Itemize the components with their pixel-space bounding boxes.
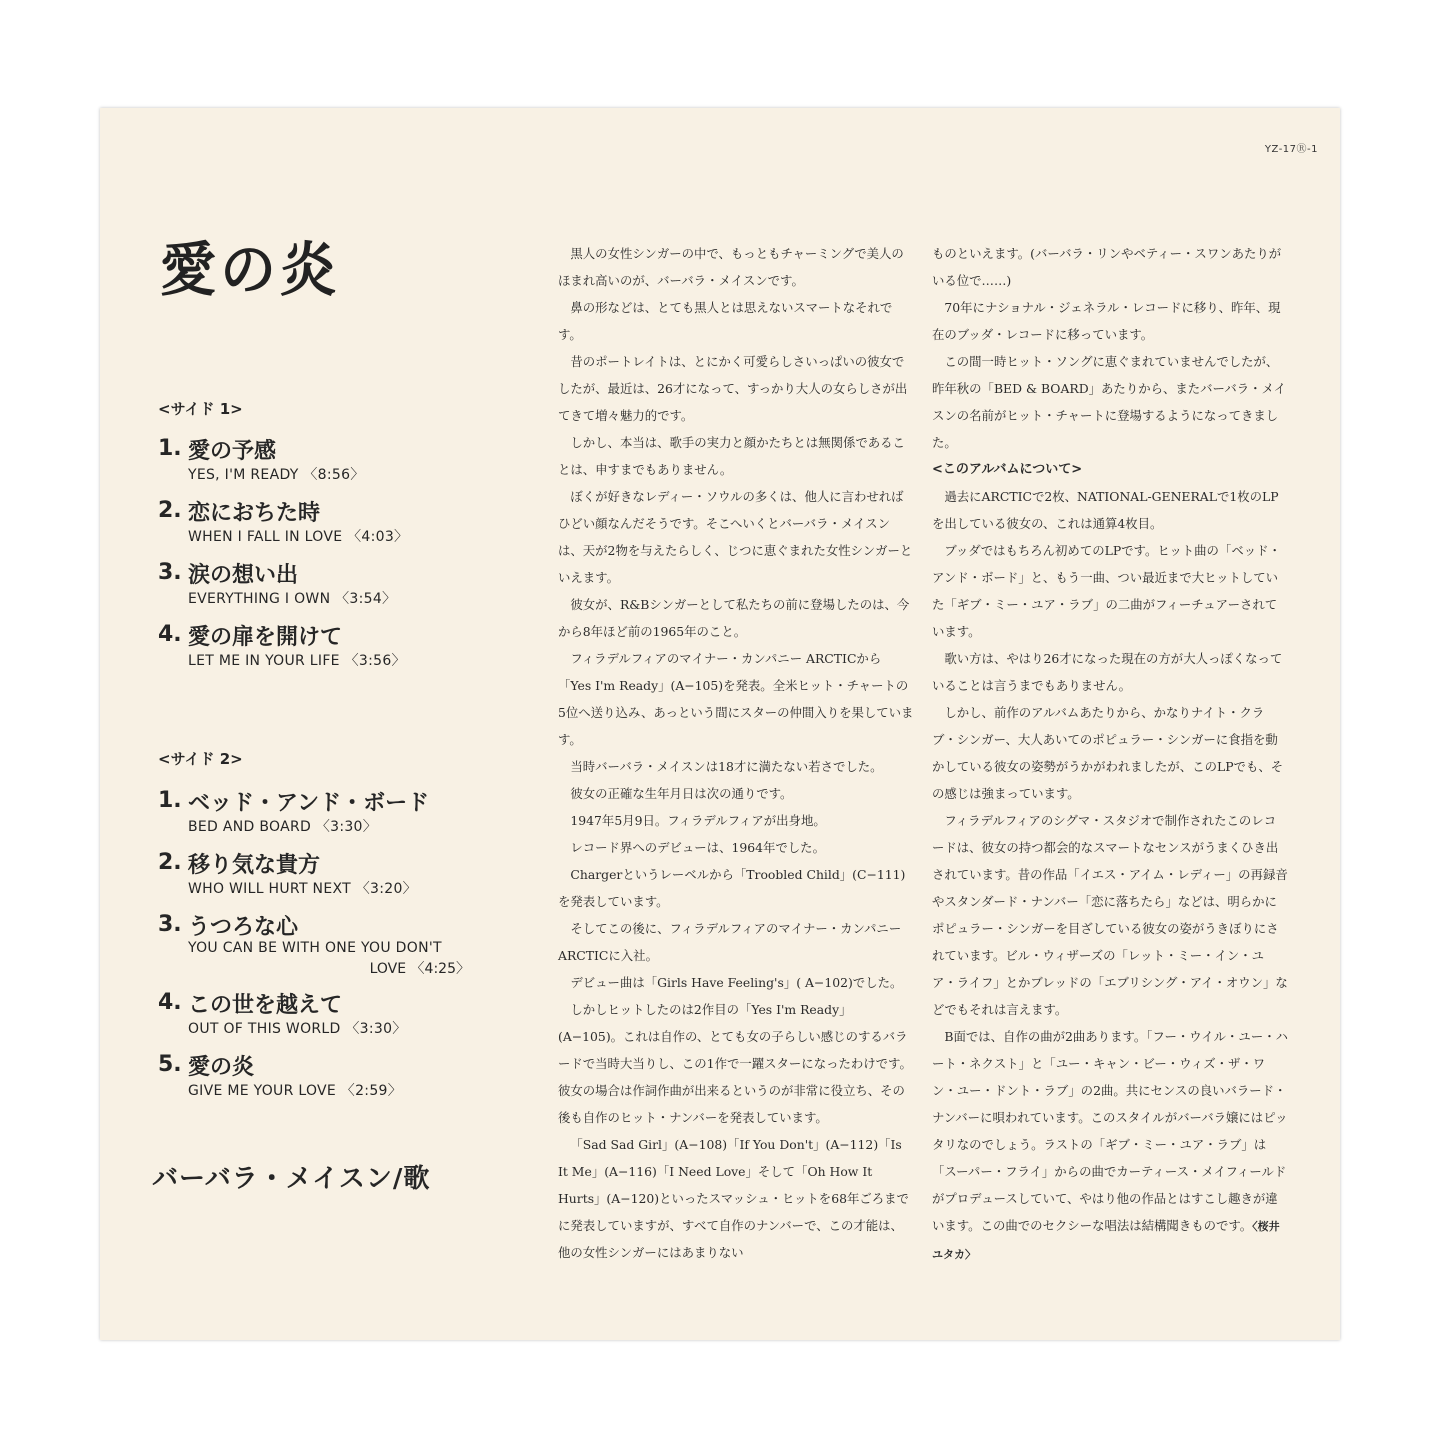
liner-notes-sheet <box>100 108 1340 1340</box>
notes-paragraph: 歌い方は、やはり26才になった現在の方が大人っぽくなっていることは言うまでもありません。 <box>932 651 1283 693</box>
track-title-jp: 愛の扉を開けて <box>188 625 343 650</box>
notes-paragraph: 鼻の形などは、とても黒人とは思えないスマートなそれです。 <box>558 300 893 342</box>
notes-paragraph: B面では、自作の曲が2曲あります。「フー・ウイル・ユー・ハート・ネクスト」と「ユー・キャン・ビー・ウィズ・ザ・ワン・ユー・ドント・ラブ」の2曲。共にセンスの良いバラード・ナンバーに唄われています。このスタイルがバーバラ嬢にはピッタリなのでしょう。ラストの「ギブ・ミー・ユア・ラブ」は「スーパー・フライ」からの曲でカーティース・メイフィールドがプロデュースしていて、やはり他の作品とはすこし趣きが違います。この曲でのセクシーな唱法は結構聞きものです。〈桜井ユタカ〉 <box>932 1029 1288 1261</box>
notes-paragraph: 1947年5月9日。フィラデルフィアが出身地。 <box>570 813 826 828</box>
notes-paragraph: 黒人の女性シンガーの中で、もっともチャーミングで美人のほまれ高いのが、バーバラ・メイスンです。 <box>558 246 904 288</box>
track-number: 2. <box>158 498 182 523</box>
side-2-label: <サイド 2> <box>158 750 243 768</box>
track-number: 4. <box>158 622 182 647</box>
track-title-jp: 移り気な貴方 <box>188 853 321 878</box>
notes-paragraph: ブッダではもちろん初めてのLPです。ヒット曲の「ベッド・アンド・ボード」と、もう一曲、つい最近まで大ヒットしていた「ギブ・ミー・ユア・ラブ」の二曲がフィーチュアーされています。 <box>932 543 1281 639</box>
track-number: 1. <box>158 788 182 813</box>
track-title-jp: ベッド・アンド・ボード <box>188 791 430 816</box>
track-title-en: OUT OF THIS WORLD 〈3:30〉 <box>188 1021 407 1037</box>
track-title-en: YOU CAN BE WITH ONE YOU DON'T <box>188 940 442 956</box>
notes-paragraph: 昔のポートレイトは、とにかく可愛らしさいっぱいの彼女でしたが、最近は、26才になって、すっかり大人の女らしさが出てきて増々魅力的です。 <box>558 354 908 423</box>
track-title-en: BED AND BOARD 〈3:30〉 <box>188 819 378 835</box>
notes-paragraph: しかし、本当は、歌手の実力と顔かたちとは無関係であることは、申すまでもありません。 <box>558 435 905 477</box>
track-title-en: GIVE ME YOUR LOVE 〈2:59〉 <box>188 1083 403 1099</box>
notes-paragraph: 当時バーバラ・メイスンは18才に満たない若さでした。 <box>570 759 883 774</box>
track-title-en: LET ME IN YOUR LIFE 〈3:56〉 <box>188 653 406 669</box>
track-title-jp: この世を越えて <box>188 993 343 1018</box>
track-number: 1. <box>158 436 182 461</box>
notes-paragraph: この間一時ヒット・ソングに恵ぐまれていませんでしたが、昨年秋の「BED & BOARD」あたりから、またバーバラ・メイスンの名前がヒット・チャートに登場するようになってきました。 <box>932 354 1287 450</box>
notes-paragraph: しかしヒットしたのは2作目の「Yes I'm Ready」(A−105)。これは自作の、とても女の子らしい感じのするバラードで当時大当りし、この1作で一躍スターになったわけです。彼女の場合は作詞作曲が出来るというのが非常に役立ち、その後も自作のヒット・ナンバーを発表しています。 <box>558 1002 912 1125</box>
notes-paragraph: 彼女が、R&Bシンガーとして私たちの前に登場したのは、今から8年ほど前の1965年のこと。 <box>558 597 910 639</box>
track-number: 5. <box>158 1052 182 1077</box>
album-title: 愛の炎 <box>160 236 340 305</box>
notes-paragraph: そしてこの後に、フィラデルフィアのマイナー・カンパニーARCTICに入社。 <box>558 921 902 963</box>
notes-column-1 <box>558 240 914 1266</box>
track-number: 4. <box>158 990 182 1015</box>
side-1-label: <サイド 1> <box>158 400 243 418</box>
album-notes-heading: <このアルバムについて> <box>932 462 1083 477</box>
notes-paragraph: しかし、前作のアルバムあたりから、かなりナイト・クラブ・シンガー、大人あいてのポピュラー・シンガーに食指を動かしている彼女の姿勢がうかがわれましたが、このLPでも、その感じは強まっています。 <box>932 705 1284 801</box>
notes-paragraph: ぼくが好きなレディー・ソウルの多くは、他人に言わせればひどい顔なんだそうです。そこへいくとバーバラ・メイスンは、天が2物を与えたらしく、じつに恵ぐまれた女性シンガーといえます。 <box>558 489 913 585</box>
track-title-en: EVERYTHING I OWN 〈3:54〉 <box>188 591 397 607</box>
track-title-jp: 恋におちた時 <box>188 501 321 526</box>
track-title-en-cont: LOVE 〈4:25〉 <box>369 961 470 977</box>
track-title-en: WHEN I FALL IN LOVE 〈4:03〉 <box>188 529 409 545</box>
track-title-jp: うつろな心 <box>188 915 299 940</box>
catalog-code: YZ-17Ⓡ-1 <box>1264 144 1318 155</box>
notes-paragraph: フィラデルフィアのシグマ・スタジオで制作されたこのレコードは、彼女の持つ都会的なスマートなセンスがうまくひき出されています。昔の作品「イエス・アイム・レディー」の再録音やスタンダード・ナンバー「恋に落ちたら」などは、明らかにポピュラー・シンガーを目ざしている彼女の姿がうきぼりにされています。ビル・ウィザーズの「レット・ミー・イン・ユア・ライフ」とかブレッドの「エブリシング・アイ・オウン」などでもそれは言えます。 <box>932 813 1288 1017</box>
notes-paragraph: 70年にナショナル・ジェネラル・レコードに移り、昨年、現在のブッダ・レコードに移っています。 <box>932 300 1281 342</box>
track-title-jp: 涙の想い出 <box>188 563 299 588</box>
notes-paragraph: ものといえます。(バーバラ・リンやベティー・スワンあたりがいる位で……) <box>932 246 1282 288</box>
notes-paragraph: 「Sad Sad Girl」(A−108)「If You Don't」(A−112)「Is It Me」(A−116)「I Need Love」そして「Oh How It Hurts」(A−120)といったスマッシュ・ヒットを68年ごろまでに発表していますが、すべて自作のナンバーで、この才能は、他の女性シンガーにはあまりない <box>558 1137 909 1260</box>
notes-paragraph: 過去にARCTICで2枚、NATIONAL-GENERALで1枚のLPを出している彼女の、これは通算4枚目。 <box>932 489 1279 531</box>
notes-column-2 <box>932 240 1288 1268</box>
notes-paragraph: フィラデルフィアのマイナー・カンパニー ARCTICから「Yes I'm Ready」(A−105)を発表。全米ヒット・チャートの5位へ送り込み、あっという間にスターの仲間入りを果しています。 <box>558 651 914 747</box>
track-number: 3. <box>158 560 182 585</box>
notes-paragraph: デビュー曲は「Girls Have Feeling's」( A−102)でした。 <box>570 975 903 990</box>
track-title-en: WHO WILL HURT NEXT 〈3:20〉 <box>188 881 417 897</box>
notes-paragraph: 彼女の正確な生年月日は次の通りです。 <box>570 786 793 801</box>
author-credit: 〈桜井ユタカ〉 <box>932 1220 1280 1261</box>
track-title-jp: 愛の炎 <box>188 1055 255 1080</box>
track-title-jp: 愛の予感 <box>188 439 277 464</box>
track-title-en: YES, I'M READY 〈8:56〉 <box>188 467 365 483</box>
notes-paragraph: レコード界へのデビューは、1964年でした。 <box>570 840 825 855</box>
artist-credit: バーバラ・メイスン/歌 <box>152 1164 431 1194</box>
notes-paragraph: Chargerというレーベルから「Troobled Child」(C−111)を発表しています。 <box>558 867 906 909</box>
track-number: 2. <box>158 850 182 875</box>
track-number: 3. <box>158 912 182 937</box>
